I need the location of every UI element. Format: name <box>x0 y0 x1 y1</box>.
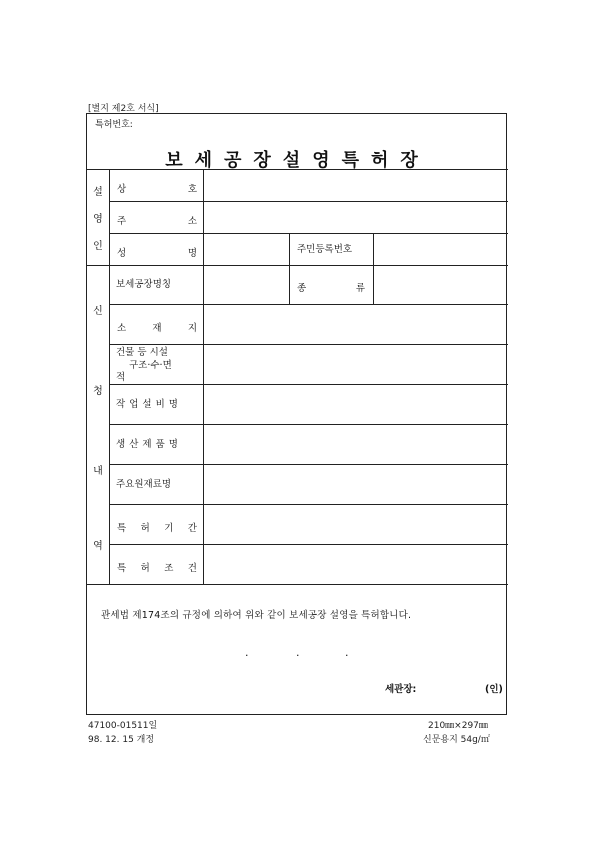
section-label-request-3: 내 <box>93 466 103 477</box>
rule <box>373 233 374 304</box>
date-dot: · <box>345 649 349 662</box>
rule <box>109 504 508 505</box>
label-company-name: 상 호 <box>117 184 197 195</box>
date-dot: · <box>245 649 249 662</box>
rule <box>109 304 508 305</box>
label-resident-number: 주민등록번호 <box>297 244 353 255</box>
section-label-request-1: 신 <box>93 306 103 317</box>
permit-statement: 관세법 제174조의 규정에 의하여 위와 같이 보세공장 설영을 특허합니다. <box>101 610 412 621</box>
rule <box>109 169 110 584</box>
label-type: 종 류 <box>297 283 365 294</box>
label-building-line2: 구조·수·면 <box>129 360 172 371</box>
section-label-operator-3: 인 <box>93 241 103 252</box>
section-label-request-4: 역 <box>93 541 103 552</box>
rule <box>109 344 508 345</box>
label-work-equipment: 작 업 설 비 명 <box>116 399 179 410</box>
rule <box>289 233 290 304</box>
customs-chief-label: 세관장: <box>385 684 417 695</box>
label-name: 성 명 <box>117 248 197 259</box>
section-label-operator-1: 설 <box>93 187 103 198</box>
label-conditions: 특 허 조 건 <box>117 563 197 574</box>
permit-number-label: 특허번호: <box>95 120 133 130</box>
rule <box>109 544 508 545</box>
footer-code: 47100-01511일 <box>88 721 158 731</box>
footer-paper: 신문용지 54g/㎡ <box>423 735 490 745</box>
section-label-operator-2: 영 <box>93 214 103 225</box>
rule <box>87 169 508 170</box>
section-label-request-2: 청 <box>93 386 103 397</box>
label-building-line1: 건물 등 시설 <box>116 347 168 358</box>
rule <box>87 265 508 266</box>
rule <box>109 384 508 385</box>
rule <box>203 169 204 584</box>
permit-form <box>86 113 507 715</box>
label-products: 생 산 제 품 명 <box>116 439 179 450</box>
rule <box>109 233 508 234</box>
label-raw-materials: 주요원재료명 <box>116 479 172 490</box>
label-building-line3: 적 <box>116 372 126 383</box>
rule <box>109 201 508 202</box>
rule <box>109 464 508 465</box>
form-title: 보세공장설영특허장 <box>165 150 430 171</box>
rule <box>87 584 508 585</box>
seal-mark: (인) <box>485 684 503 695</box>
footer-size: 210㎜×297㎜ <box>428 721 488 731</box>
label-period: 특 허 기 간 <box>117 523 197 534</box>
label-factory-name: 보세공장명칭 <box>116 279 172 290</box>
form-number-label: [별지 제2호 서식] <box>88 104 159 114</box>
label-location: 소 재 지 <box>117 323 197 334</box>
rule <box>109 424 508 425</box>
date-dot: · <box>296 649 300 662</box>
footer-revision: 98. 12. 15 개정 <box>88 735 155 745</box>
label-address: 주 소 <box>117 216 197 227</box>
